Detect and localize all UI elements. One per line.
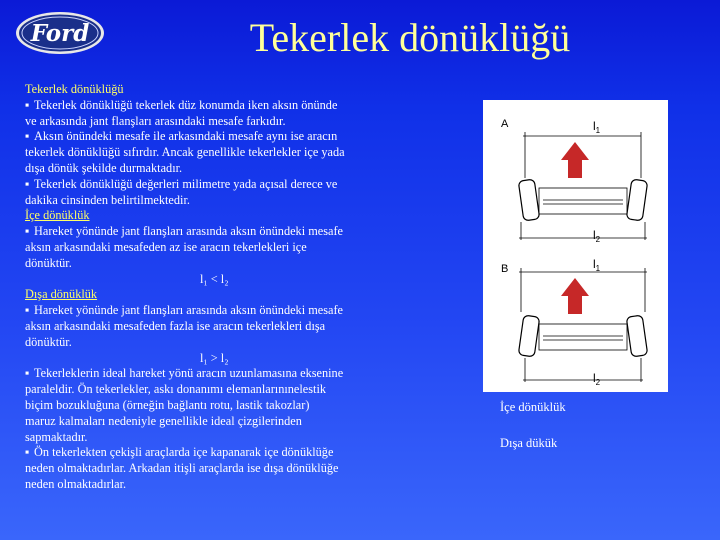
paragraph-line: sapmaktadır. bbox=[25, 429, 88, 444]
paragraph-line: dışa dönük şekilde durmaktadır. bbox=[25, 160, 183, 175]
paragraph-line: ▪ Ön tekerlekten çekişli araçlarda içe kapanarak içe dönüklüğe bbox=[25, 445, 334, 460]
bullet-icon: ▪ bbox=[25, 129, 30, 144]
right-wheel bbox=[626, 179, 647, 221]
main-text bbox=[25, 82, 445, 493]
panel-b bbox=[501, 257, 648, 387]
label-l1-a: $l_1$ bbox=[593, 119, 601, 135]
paragraph-line: biçim bozukluğuna (örneğin bağlantı rotu, lastik takozlar) bbox=[25, 397, 310, 412]
label-l1-b: $l_1$ bbox=[593, 257, 601, 273]
paragraph-line: dönüktür. bbox=[25, 255, 72, 270]
toe-diagram bbox=[483, 100, 668, 392]
right-wheel bbox=[626, 315, 647, 357]
paragraph-line: maruz kalmaları nedeniyle genellikle ideal çizgilerinden bbox=[25, 413, 302, 428]
toe-in-heading: İçe dönüklük bbox=[25, 208, 90, 223]
bullet-icon: ▪ bbox=[25, 176, 30, 191]
left-wheel bbox=[518, 315, 539, 357]
arrow-forward-icon bbox=[561, 278, 589, 314]
caption-toe-in: İçe dönüklük bbox=[500, 400, 566, 414]
bullet-icon: ▪ bbox=[25, 97, 30, 112]
section-heading: Tekerlek dönüklüğü bbox=[25, 82, 124, 96]
arrow-forward-icon bbox=[561, 142, 589, 178]
label-b: B bbox=[501, 263, 509, 275]
paragraph-line: tekerlek dönüklüğü sıfırdır. Ancak genellikle tekerlekler içe yada bbox=[25, 145, 345, 160]
page-title: Tekerlek dönüklüğü bbox=[249, 15, 571, 60]
bullet-icon: ▪ bbox=[25, 445, 30, 460]
paragraph-line: aksın arkasındaki mesafeden az ise aracın tekerlekleri içe bbox=[25, 239, 307, 254]
caption-toe-out: Dışa dükük bbox=[500, 436, 558, 450]
paragraph-line: ▪ Aksın önündeki mesafe ile arkasındaki mesafe aynı ise aracın bbox=[25, 129, 338, 144]
paragraph-line: neden olmaktadırlar. Arkadan itişli araçlarda ise dışa dönüklüğe bbox=[25, 461, 339, 476]
paragraph-line: paraleldir. Ön tekerlekler, askı donanımı elemanlarınınelestik bbox=[25, 382, 327, 397]
bullet-icon: ▪ bbox=[25, 366, 30, 381]
formula-toe-in: l₁ < l₂ bbox=[200, 271, 229, 286]
paragraph-line: ▪ Hareket yönünde jant flanşları arasında aksın önündeki mesafe bbox=[25, 303, 344, 318]
paragraph-line: ▪ Tekerlek dönüklüğü değerleri milimetre yada açısal derece ve bbox=[25, 176, 338, 191]
formula-toe-out: l₁ > l₂ bbox=[200, 350, 229, 365]
ford-logo bbox=[14, 10, 106, 56]
left-wheel bbox=[518, 179, 539, 221]
paragraph-line: neden olmaktadırlar. bbox=[25, 476, 127, 491]
bullet-icon: ▪ bbox=[25, 303, 30, 318]
bullet-icon: ▪ bbox=[25, 224, 30, 239]
paragraph-line: dakika cinsinden belirtilmektedir. bbox=[25, 192, 190, 207]
toe-out-heading: Dışa dönüklük bbox=[25, 287, 98, 302]
label-a: A bbox=[501, 118, 509, 130]
label-l2-b: $l_2$ bbox=[593, 371, 601, 387]
paragraph-line: ▪ Tekerleklerin ideal hareket yönü aracın uzunlamasına eksenine bbox=[25, 366, 344, 381]
ford-logo-text: Ford bbox=[30, 20, 90, 47]
paragraph-line: ve arkasında jant flanşları arasındaki mesafe farkıdır. bbox=[25, 113, 286, 128]
panel-a bbox=[501, 118, 648, 244]
paragraph-line: ▪ Tekerlek dönüklüğü tekerlek düz konumda iken aksın önünde bbox=[25, 97, 338, 112]
paragraph-line: aksın arkasındaki mesafeden fazla ise aracın tekerlekleri dışa bbox=[25, 318, 326, 333]
label-l2-a: $l_2$ bbox=[593, 228, 601, 244]
paragraph-line: dönüktür. bbox=[25, 334, 72, 349]
paragraph-line: ▪ Hareket yönünde jant flanşları arasında aksın önündeki mesafe bbox=[25, 224, 344, 239]
